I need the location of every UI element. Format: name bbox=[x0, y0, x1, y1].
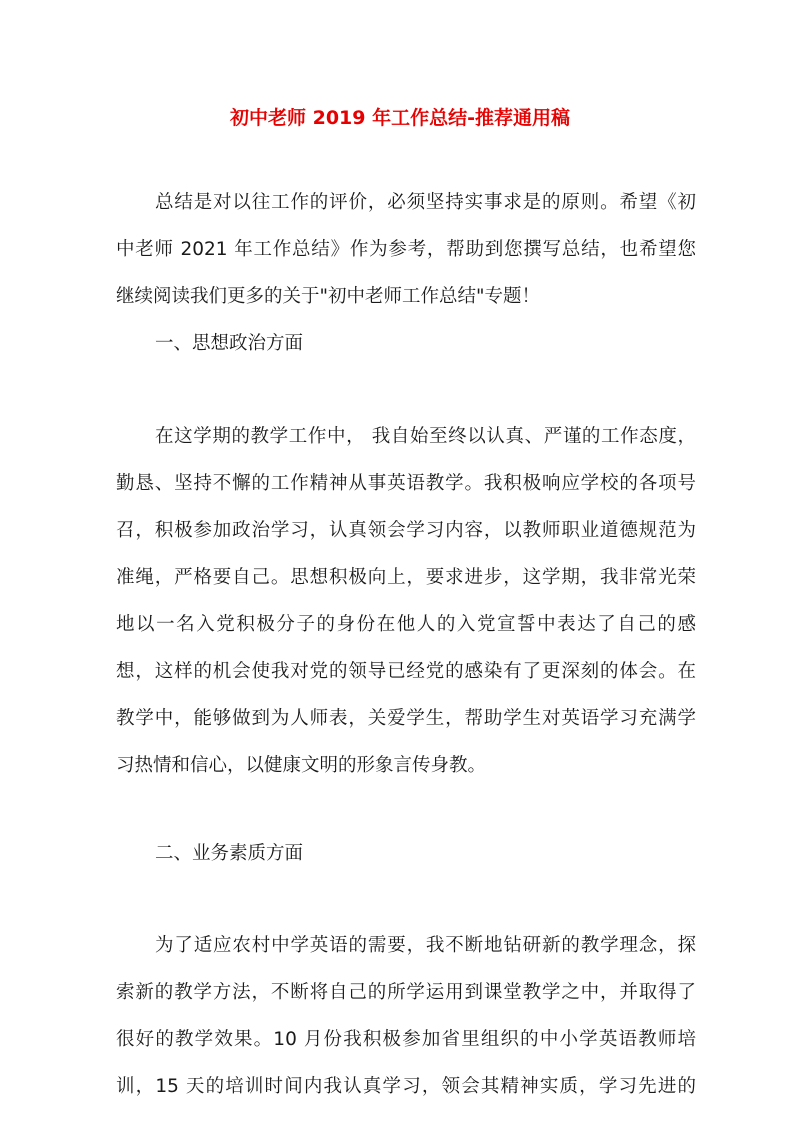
politics-line-7: 教学中，能够做到为人师表，关爱学生，帮助学生对英语学习充满学 bbox=[116, 708, 696, 729]
section-heading-professional: 二、业务素质方面 bbox=[155, 843, 304, 864]
politics-line-2: 勤恳、坚持不懈的工作精神从事英语教学。我积极响应学校的各项号 bbox=[116, 473, 696, 494]
document-title: 初中老师 2019 年工作总结-推荐通用稿 bbox=[230, 107, 570, 129]
intro-line-1: 总结是对以往工作的评价，必须坚持实事求是的原则。希望《初 bbox=[155, 192, 696, 213]
professional-line-1: 为了适应农村中学英语的需要，我不断地钻研新的教学理念，探 bbox=[155, 935, 696, 956]
politics-line-4: 准绳，严格要自己。思想积极向上，要求进步，这学期，我非常光荣 bbox=[116, 567, 696, 588]
intro-line-3: 继续阅读我们更多的关于"初中老师工作总结"专题！ bbox=[116, 286, 541, 307]
section-heading-politics: 一、思想政治方面 bbox=[155, 333, 304, 354]
politics-line-5: 地以一名入党积极分子的身份在他人的入党宣誓中表达了自己的感 bbox=[116, 614, 696, 635]
professional-line-3: 很好的教学效果。10 月份我积极参加省里组织的中小学英语教师培 bbox=[116, 1029, 696, 1050]
politics-line-8: 习热情和信心，以健康文明的形象言传身教。 bbox=[116, 755, 487, 776]
professional-line-4: 训，15 天的培训时间内我认真学习，领会其精神实质，学习先进的 bbox=[116, 1076, 696, 1097]
politics-line-1: 在这学期的教学工作中， 我自始至终以认真、严谨的工作态度， bbox=[155, 426, 696, 447]
professional-line-2: 索新的教学方法，不断将自己的所学运用到课堂教学之中，并取得了 bbox=[116, 982, 696, 1003]
intro-line-2: 中老师 2021 年工作总结》作为参考，帮助到您撰写总结，也希望您 bbox=[116, 239, 696, 260]
politics-line-6: 想，这样的机会使我对党的领导已经党的感染有了更深刻的体会。在 bbox=[116, 661, 696, 682]
politics-line-3: 召，积极参加政治学习，认真领会学习内容，以教师职业道德规范为 bbox=[116, 520, 696, 541]
